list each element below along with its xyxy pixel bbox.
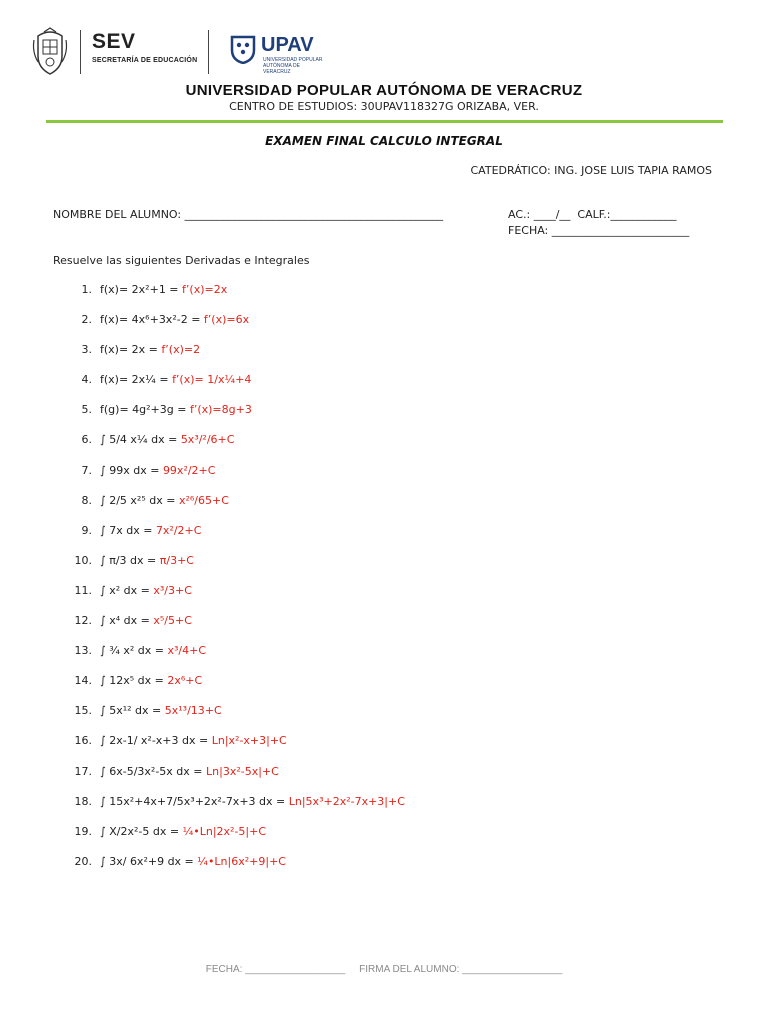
problem-number: 4. xyxy=(81,373,92,387)
problem-question: ∫ 2/5 x²⁵ dx = xyxy=(100,493,179,507)
problem-number: 2. xyxy=(81,313,92,327)
problem-number: 20. xyxy=(74,854,92,868)
logo-divider xyxy=(80,30,81,74)
problem-question: f(x)= 2x = xyxy=(100,343,162,357)
instructions: Resuelve las siguientes Derivadas e Integrales xyxy=(53,254,310,267)
ac-calf-field: AC.: ____/__ CALF.:____________ xyxy=(508,208,677,221)
problem-item xyxy=(60,734,405,764)
coat-of-arms-icon xyxy=(30,26,70,76)
problem-number: 19. xyxy=(74,824,92,838)
problem-answer: 5x³/²/6+C xyxy=(180,433,235,447)
problem-item xyxy=(60,373,405,403)
problem-answer: 5x¹³/13+C xyxy=(164,704,222,718)
study-center: CENTRO DE ESTUDIOS: 30UPAV118327G ORIZABA, VER. xyxy=(229,100,539,113)
problem-number: 12. xyxy=(74,614,92,628)
problem-number: 11. xyxy=(74,583,92,597)
upav-subtitle: UNIVERSIDAD POPULAR AUTÓNOMA DE VERACRUZ xyxy=(263,57,323,75)
problem-item xyxy=(60,464,405,494)
problem-item xyxy=(60,554,405,584)
upav-title: UPAV xyxy=(261,34,314,56)
catedratico: CATEDRÁTICO: ING. JOSE LUIS TAPIA RAMOS xyxy=(470,164,712,177)
problem-question: ∫ 7x dx = xyxy=(100,523,156,537)
problem-question: f(x)= 2x¼ = xyxy=(100,373,173,387)
problem-question: ∫ 15x²+4x+7/5x³+2x²-7x+3 dx = xyxy=(100,794,289,808)
problem-number: 5. xyxy=(81,403,92,417)
problem-question: f(x)= 2x²+1 = xyxy=(100,283,183,296)
problem-answer: Ln|x²-x+3|+C xyxy=(211,734,287,748)
problem-answer: Ln|5x³+2x²-7x+3|+C xyxy=(288,794,405,808)
problem-answer: f’(x)=6x xyxy=(203,313,250,327)
problem-answer: x²⁶/65+C xyxy=(178,493,229,507)
exam-title: EXAMEN FINAL CALCULO INTEGRAL xyxy=(265,134,503,148)
problem-item xyxy=(60,584,405,614)
problem-number: 13. xyxy=(74,644,92,658)
problem-answer: 7x²/2+C xyxy=(155,523,202,537)
problem-answer: f’(x)=8g+3 xyxy=(189,403,252,417)
problem-question: ∫ 5/4 x¼ dx = xyxy=(100,433,181,447)
problem-question: ∫ X/2x²-5 dx = xyxy=(100,824,183,838)
problem-question: ∫ x² dx = xyxy=(100,583,154,597)
problem-item xyxy=(60,433,405,463)
problem-number: 10. xyxy=(74,553,92,567)
problem-question: ∫ x⁴ dx = xyxy=(100,614,154,628)
problem-item xyxy=(60,343,405,373)
problem-item xyxy=(60,283,405,313)
problem-item xyxy=(60,614,405,644)
problem-number: 8. xyxy=(81,493,92,507)
problem-item xyxy=(60,524,405,554)
problem-question: f(x)= 4x⁶+3x²-2 = xyxy=(100,313,204,327)
problem-answer: ¼•Ln|6x²+9|+C xyxy=(197,854,286,868)
problem-number: 14. xyxy=(74,674,92,688)
problem-item xyxy=(60,644,405,674)
problem-list xyxy=(60,283,405,885)
logo-divider xyxy=(208,30,209,74)
problem-number: 6. xyxy=(81,433,92,447)
problem-answer: x³/3+C xyxy=(153,583,192,597)
problem-item xyxy=(60,674,405,704)
problem-answer: f’(x)=2 xyxy=(161,343,201,357)
problem-answer: 2x⁶+C xyxy=(167,674,203,688)
problem-question: ∫ 5x¹² dx = xyxy=(100,704,165,718)
problem-answer: f’(x)= 1/x¼+4 xyxy=(172,373,252,387)
problem-number: 1. xyxy=(81,283,92,296)
problem-question: ∫ 2x-1/ x²-x+3 dx = xyxy=(100,734,212,748)
problem-number: 9. xyxy=(81,523,92,537)
problem-answer: Ln|3x²-5x|+C xyxy=(206,764,279,778)
sev-subtitle: SECRETARÍA DE EDUCACIÓN xyxy=(92,57,198,64)
problem-question: ∫ ¾ x² dx = xyxy=(100,644,168,658)
sev-title: SEV xyxy=(92,30,136,53)
footer-signature-line: FECHA: __________________ FIRMA DEL ALUMNO: __________________ xyxy=(205,964,563,975)
problem-item xyxy=(60,494,405,524)
upav-shield-icon xyxy=(230,34,256,64)
student-name-field: NOMBRE DEL ALUMNO: _______________________________________________ xyxy=(53,208,444,221)
header-rule xyxy=(46,120,723,123)
header-logos xyxy=(30,26,360,76)
problem-question: ∫ 99x dx = xyxy=(100,463,163,477)
problem-item xyxy=(60,313,405,343)
problem-number: 16. xyxy=(74,734,92,748)
problem-answer: ¼•Ln|2x²-5|+C xyxy=(182,824,267,838)
problem-answer: x⁵/5+C xyxy=(153,614,192,628)
problem-question: f(g)= 4g²+3g = xyxy=(100,403,190,417)
problem-question: ∫ 6x-5/3x²-5x dx = xyxy=(100,764,207,778)
problem-number: 7. xyxy=(81,463,92,477)
problem-number: 3. xyxy=(81,343,92,357)
problem-number: 18. xyxy=(74,794,92,808)
date-field: FECHA: _________________________ xyxy=(508,224,690,237)
university-name: UNIVERSIDAD POPULAR AUTÓNOMA DE VERACRUZ xyxy=(185,82,583,99)
problem-answer: π/3+C xyxy=(159,553,194,567)
problem-item xyxy=(60,403,405,433)
problem-item xyxy=(60,825,405,855)
problem-answer: 99x²/2+C xyxy=(162,463,216,477)
problem-question: ∫ 3x/ 6x²+9 dx = xyxy=(100,854,198,868)
problem-number: 15. xyxy=(74,704,92,718)
problem-question: ∫ 12x⁵ dx = xyxy=(100,674,168,688)
problem-answer: x³/4+C xyxy=(167,644,207,658)
problem-question: ∫ π/3 dx = xyxy=(100,553,160,567)
problem-item xyxy=(60,704,405,734)
problem-item xyxy=(60,765,405,795)
problem-item xyxy=(60,855,405,885)
problem-item xyxy=(60,795,405,825)
problem-number: 17. xyxy=(74,764,92,778)
problem-answer: f’(x)=2x xyxy=(182,283,228,296)
